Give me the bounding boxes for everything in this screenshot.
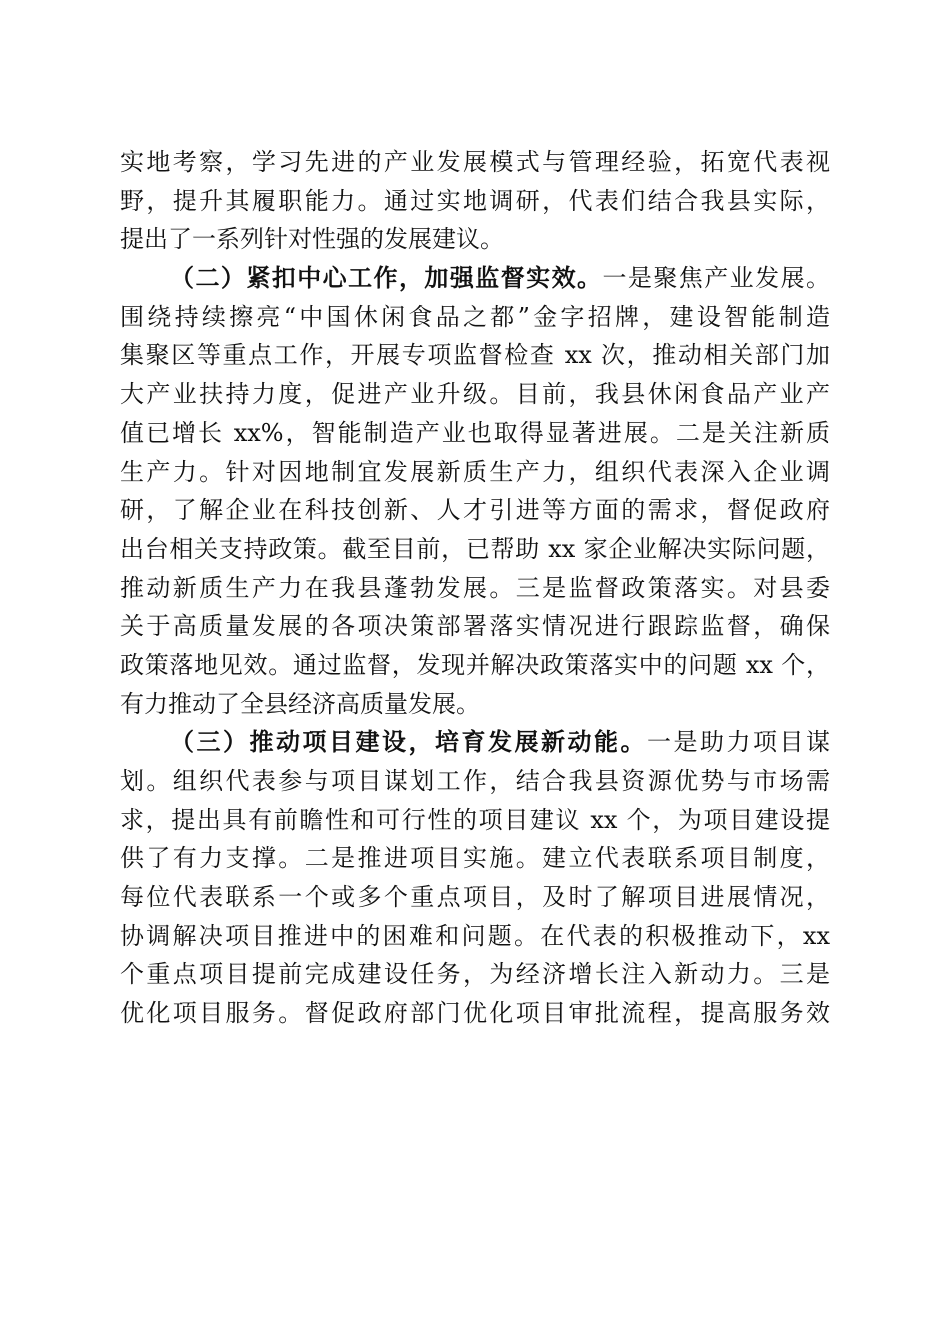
paragraph-line: 大产业扶持力度，促进产业升级。目前，我县休闲食品产业产	[120, 380, 830, 409]
paragraph-line: 每位代表联系一个或多个重点项目，及时了解项目进展情况，	[120, 883, 830, 912]
paragraph-line: 出台相关支持政策。截至目前，已帮助 xx 家企业解决实际问题，	[120, 534, 830, 563]
paragraph-line: 提出了一系列针对性强的发展建议。	[120, 225, 504, 254]
paragraph-line: 有力推动了全县经济高质量发展。	[120, 689, 480, 718]
section-heading-line	[120, 723, 830, 762]
section-heading-line	[120, 259, 830, 298]
paragraph-text: 一是聚焦产业发展。	[602, 264, 831, 293]
paragraph-line: 推动新质生产力在我县蓬勃发展。三是监督政策落实。对县委	[120, 573, 830, 602]
section-heading: （二）紧扣中心工作，加强监督实效。	[170, 263, 603, 293]
paragraph-text: 一是助力项目谋	[647, 728, 830, 757]
document-body	[120, 143, 830, 1033]
paragraph-line: 研，了解企业在科技创新、人才引进等方面的需求，督促政府	[120, 496, 830, 525]
paragraph-line: 政策落地见效。通过监督，发现并解决政策落实中的问题 xx 个，	[120, 650, 830, 679]
paragraph-line: 优化项目服务。督促政府部门优化项目审批流程，提高服务效	[120, 999, 830, 1028]
paragraph-line: 协调解决项目推进中的困难和问题。在代表的积极推动下，xx	[120, 921, 830, 950]
paragraph-line: 集聚区等重点工作，开展专项监督检查 xx 次，推动相关部门加	[120, 341, 830, 370]
paragraph-line: 围绕持续擦亮“中国休闲食品之都”金字招牌，建设智能制造	[120, 302, 830, 331]
paragraph-line: 生产力。针对因地制宜发展新质生产力，组织代表深入企业调	[120, 457, 830, 486]
section-heading: （三）推动项目建设，培育发展新动能。	[170, 727, 647, 757]
paragraph-line: 实地考察，学习先进的产业发展模式与管理经验，拓宽代表视	[120, 148, 830, 176]
paragraph-line: 划。组织代表参与项目谋划工作，结合我县资源优势与市场需	[120, 767, 830, 795]
paragraph-line: 值已增长 xx%，智能制造产业也取得显著进展。二是关注新质	[120, 418, 830, 447]
paragraph-line: 个重点项目提前完成建设任务，为经济增长注入新动力。三是	[120, 960, 830, 989]
paragraph-line: 关于高质量发展的各项决策部署落实情况进行跟踪监督，确保	[120, 612, 830, 641]
paragraph-line: 求，提出具有前瞻性和可行性的项目建议 xx 个，为项目建设提	[120, 805, 830, 834]
paragraph-line: 野，提升其履职能力。通过实地调研，代表们结合我县实际，	[120, 186, 830, 215]
paragraph-line: 供了有力支撑。二是推进项目实施。建立代表联系项目制度，	[120, 844, 830, 873]
